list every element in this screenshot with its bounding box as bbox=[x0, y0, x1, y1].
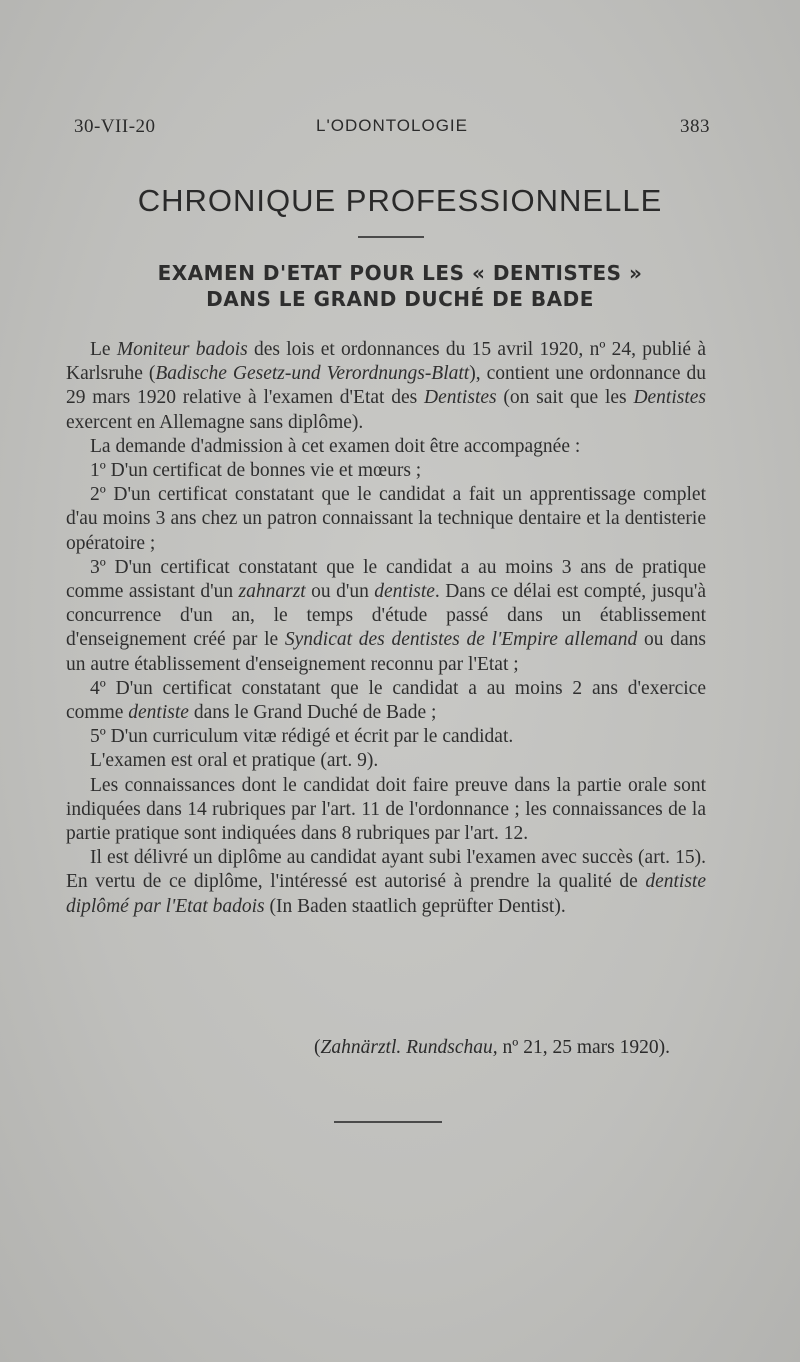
article-body bbox=[66, 338, 706, 919]
article-heading-line-2: DANS LE GRAND DUCHÉ DE BADE bbox=[206, 287, 594, 311]
header-date: 30-VII-20 bbox=[74, 116, 156, 137]
text-run: Il est délivré un diplôme au candidat ayant subi l'examen avec succès (art. 15). En vertu de ce diplôme, l'intéressé est autorisé à prendre la qualité de bbox=[66, 847, 706, 893]
text-run: ou dans un autre établissement d'enseignement reconnu par l'Etat ; bbox=[66, 629, 706, 675]
text-run: Le bbox=[90, 339, 117, 360]
paragraph-admission: La demande d'admission à cet examen doit être accompagnée : bbox=[90, 435, 581, 457]
paragraph-intro bbox=[66, 338, 706, 435]
header-journal-name: L'ODONTOLOGIE bbox=[316, 116, 468, 135]
text-run: exercent en Allemagne sans diplôme). bbox=[66, 411, 364, 433]
citation-source: Zahnärztl. Rundschau, bbox=[320, 1037, 498, 1058]
citation-paren: ( bbox=[314, 1037, 321, 1058]
paragraph-item-5: 5º D'un curriculum vitæ rédigé et écrit par le candidat. bbox=[90, 726, 514, 748]
italic-run: Syndicat des dentistes de l'Empire allemand bbox=[284, 629, 638, 651]
paragraph-diploma bbox=[66, 846, 706, 919]
italic-run: Badische Gesetz-und Verordnungs-Blatt bbox=[155, 363, 470, 385]
text-run: 4º D'un certificat constatant que le candidat a au moins 2 ans d'exercice comme bbox=[66, 677, 706, 724]
article-heading bbox=[60, 260, 740, 312]
end-rule bbox=[334, 1121, 442, 1123]
text-run: dans le Grand Duché de Bade ; bbox=[188, 702, 437, 724]
italic-run: Dentistes bbox=[424, 387, 497, 409]
section-title: CHRONIQUE PROFESSIONNELLE bbox=[137, 183, 663, 218]
text-run: des lois et ordonnances du 15 avril 1920, nº 24, publié à Karlsruhe ( bbox=[66, 339, 706, 385]
text-run: 3º D'un certificat constatant que le candidat a au moins 3 ans de pratique comme assistant d'un bbox=[66, 556, 706, 603]
article-heading-line-1: EXAMEN D'ETAT POUR LES « DENTISTES » bbox=[157, 261, 643, 285]
text-run: (In Baden staatlich geprüfter Dentist). bbox=[264, 895, 566, 917]
paragraph-item-4 bbox=[66, 677, 706, 725]
title-rule bbox=[358, 236, 424, 238]
running-head bbox=[74, 116, 710, 146]
text-run: ou d'un bbox=[305, 581, 375, 603]
italic-run: Moniteur badois bbox=[116, 339, 248, 360]
paragraph-item-1: 1º D'un certificat de bonnes vie et mœurs ; bbox=[90, 460, 422, 482]
italic-run: zahnarzt bbox=[238, 581, 306, 603]
paragraph-item-2: 2º D'un certificat constatant que le candidat a fait un apprentissage complet d'au moins 3 ans chez un patron connaissant la technique dentaire et la dentisterie opératoire ; bbox=[66, 484, 706, 554]
paragraph-item-3 bbox=[66, 556, 706, 677]
italic-run: dentiste bbox=[128, 702, 189, 724]
paragraph-knowledge: Les connaissances dont le candidat doit faire preuve dans la partie orale sont indiquées dans 14 rubriques par l'art. 11 de l'ordonnance ; les connaissances de la partie pratique sont indiquées dans 8 rubriques par l'art. 12. bbox=[66, 774, 706, 845]
source-citation bbox=[66, 1037, 706, 1059]
paragraph-exam-format: L'examen est oral et pratique (art. 9). bbox=[90, 750, 379, 772]
text-run: . Dans ce délai est compté, jusqu'à concurrence d'un an, le temps d'étude passé dans un établissement d'enseignement créé par le bbox=[66, 581, 706, 651]
text-run: ), contient une ordonnance du 29 mars 1920 relative à l'examen d'Etat des bbox=[66, 363, 707, 409]
italic-run: dentiste diplômé par l'Etat badois bbox=[66, 871, 706, 917]
citation-details: nº 21, 25 mars 1920). bbox=[497, 1037, 670, 1058]
italic-run: dentiste bbox=[374, 581, 435, 603]
text-run: (on sait que les bbox=[496, 387, 634, 409]
header-page-number: 383 bbox=[680, 116, 710, 137]
italic-run: Dentistes bbox=[633, 387, 707, 409]
